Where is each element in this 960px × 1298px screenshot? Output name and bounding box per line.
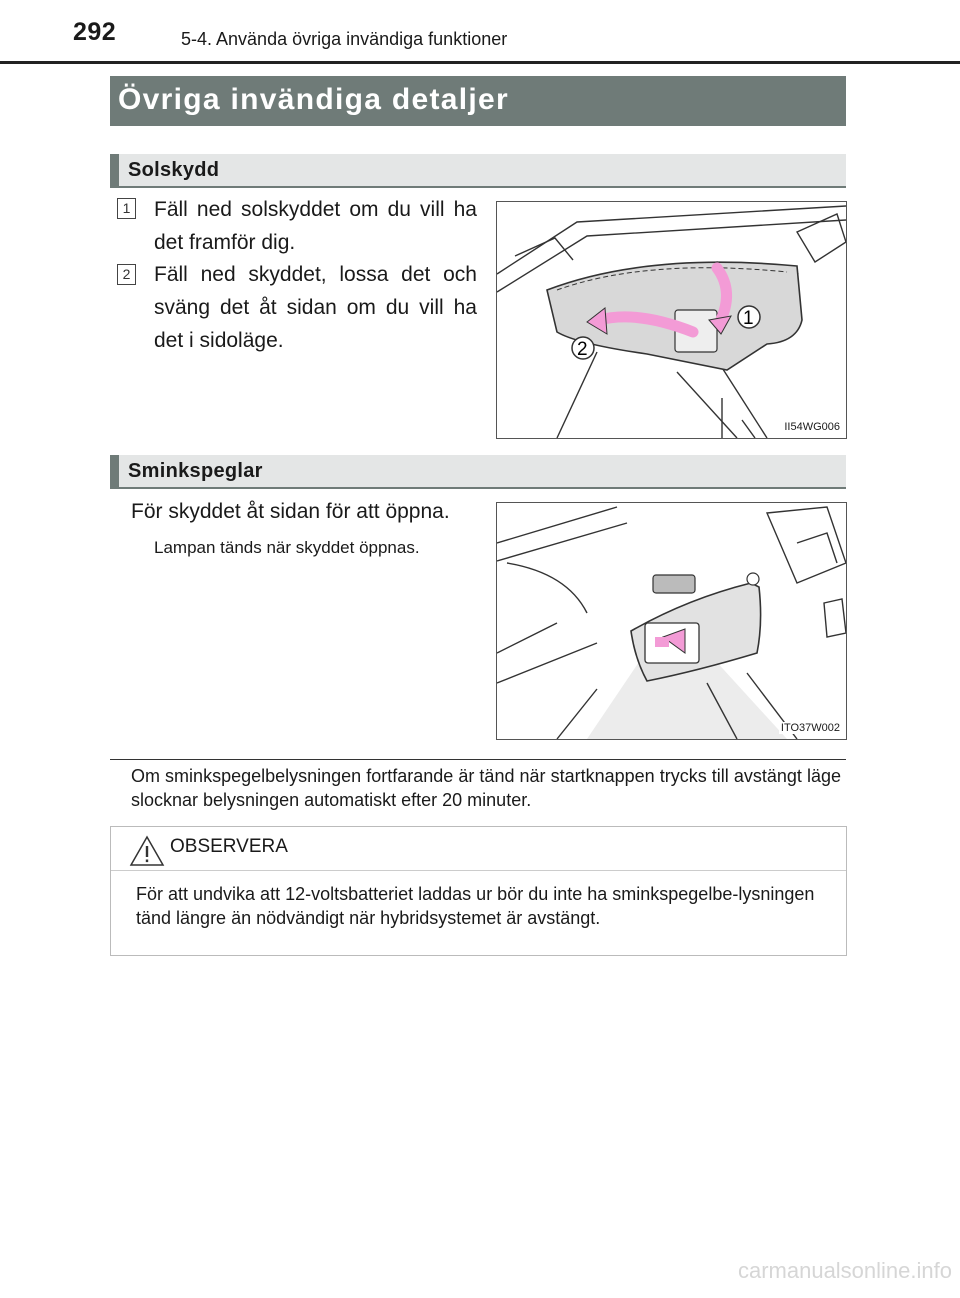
figure-code: ITO37W002: [780, 722, 840, 734]
page-number: 292: [73, 18, 117, 46]
callout-2: 2: [577, 339, 588, 360]
section-accent: [110, 455, 119, 487]
figure-code: II54WG006: [784, 421, 840, 433]
sunvisor-drawing: [497, 202, 846, 438]
watermark: carmanualsonline.info: [737, 1258, 952, 1283]
callout-1: 1: [743, 308, 754, 329]
page-title: Övriga invändiga detaljer: [118, 83, 509, 116]
note-text: Om sminkspegelbelysningen fortfarande är tänd när startknappen trycks till avstängt läge slocknar belysningen automatiskt efter 20 minuter.: [131, 766, 841, 810]
warning-box: [110, 826, 847, 956]
section-heading-vanity: [110, 455, 846, 489]
page-title-bar: [110, 76, 846, 126]
warning-head-rule: [111, 870, 846, 871]
vanity-subtext: Lampan tänds när skyddet öppnas.: [154, 538, 420, 557]
warning-title: OBSERVERA: [170, 836, 288, 857]
vanity-mirror-illustration: [496, 502, 847, 740]
warning-text: För att undvika att 12-voltsbatteriet laddas ur bör du inte ha sminkspegelbe-lysningen tänd längre än nödvändigt när hybridsystemet är avstängt.: [136, 884, 815, 928]
section-title: Solskydd: [128, 159, 220, 181]
section-title: Sminkspeglar: [128, 460, 263, 482]
header-rule: [0, 61, 960, 64]
step-text-2: Fäll ned skyddet, lossa det och sväng det åt sidan om du vill ha det i sidoläge.: [154, 263, 477, 352]
vanity-mirror-drawing: [497, 503, 846, 739]
step-number-2: 2: [117, 264, 136, 285]
sunvisor-illustration: [496, 201, 847, 439]
running-header: 5-4. Använda övriga invändiga funktioner: [181, 29, 508, 49]
section-heading-sunvisor: [110, 154, 846, 188]
warning-triangle-icon: [129, 835, 165, 867]
step-text-1: Fäll ned solskyddet om du vill ha det framför dig.: [154, 198, 477, 254]
divider: [110, 759, 846, 760]
step-number-1: 1: [117, 198, 136, 219]
section-accent: [110, 154, 119, 186]
vanity-instruction: För skyddet åt sidan för att öppna.: [131, 500, 450, 523]
